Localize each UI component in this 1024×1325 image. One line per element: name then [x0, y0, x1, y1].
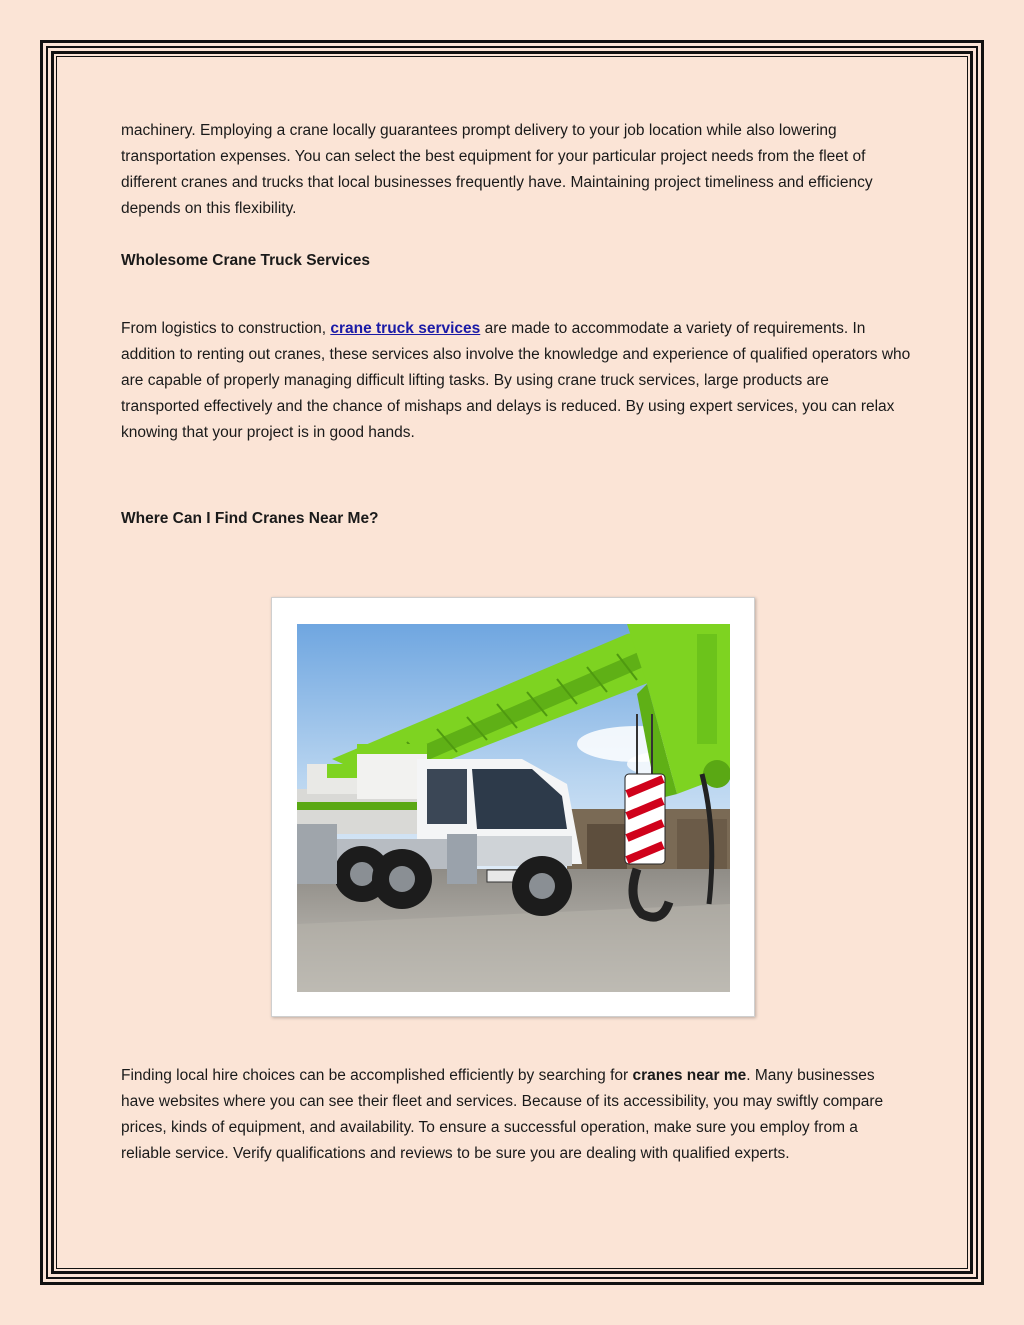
crane-truck-photo — [297, 624, 730, 992]
paragraph-text: Finding local hire choices can be accomplished efficiently by searching for — [121, 1067, 633, 1084]
bold-keyword-cranes-near-me: cranes near me — [632, 1067, 747, 1084]
paragraph-fleet-flexibility: machinery. Employing a crane locally guarantees prompt delivery to your job location while also lowering transportation expenses. You can select the best equipment for your particular project needs from the fleet of different cranes and trucks that local businesses frequently have. Maintaining project timeliness and efficiency depends on this flexibility. — [121, 122, 873, 217]
crane-truck-services-link[interactable]: crane truck services — [330, 320, 481, 337]
paragraph-finding-local-hire — [121, 1063, 911, 1167]
heading-crane-truck-services: Wholesome Crane Truck Services — [121, 252, 370, 269]
crane-truck-photo-frame — [271, 597, 755, 1017]
background-stack — [587, 824, 627, 874]
paragraph-crane-truck-services — [121, 316, 911, 446]
background-stack — [677, 819, 727, 874]
heading-cranes-near-me: Where Can I Find Cranes Near Me? — [121, 510, 379, 527]
paragraph-text: From logistics to construction, — [121, 320, 331, 337]
paragraph-text: . Many businesses have websites where you can see their fleet and services. Because of its accessibility, you may swiftly compare prices, kinds of equipment, and availability. To ensure a successful operation, make sure you employ from a reliable service. Verify qualifications and reviews to be sure you are dealing with qualified experts. — [121, 1067, 884, 1162]
paragraph-text: are made to accommodate a variety of requirements. In addition to renting out cranes, these services also involve the knowledge and experience of qualified operators who are capable of properly managing difficult lifting tasks. By using crane truck services, large products are transported effectively and the chance of mishaps and delays is reduced. By using expert services, you can relax knowing that your project is in good hands. — [121, 320, 911, 441]
